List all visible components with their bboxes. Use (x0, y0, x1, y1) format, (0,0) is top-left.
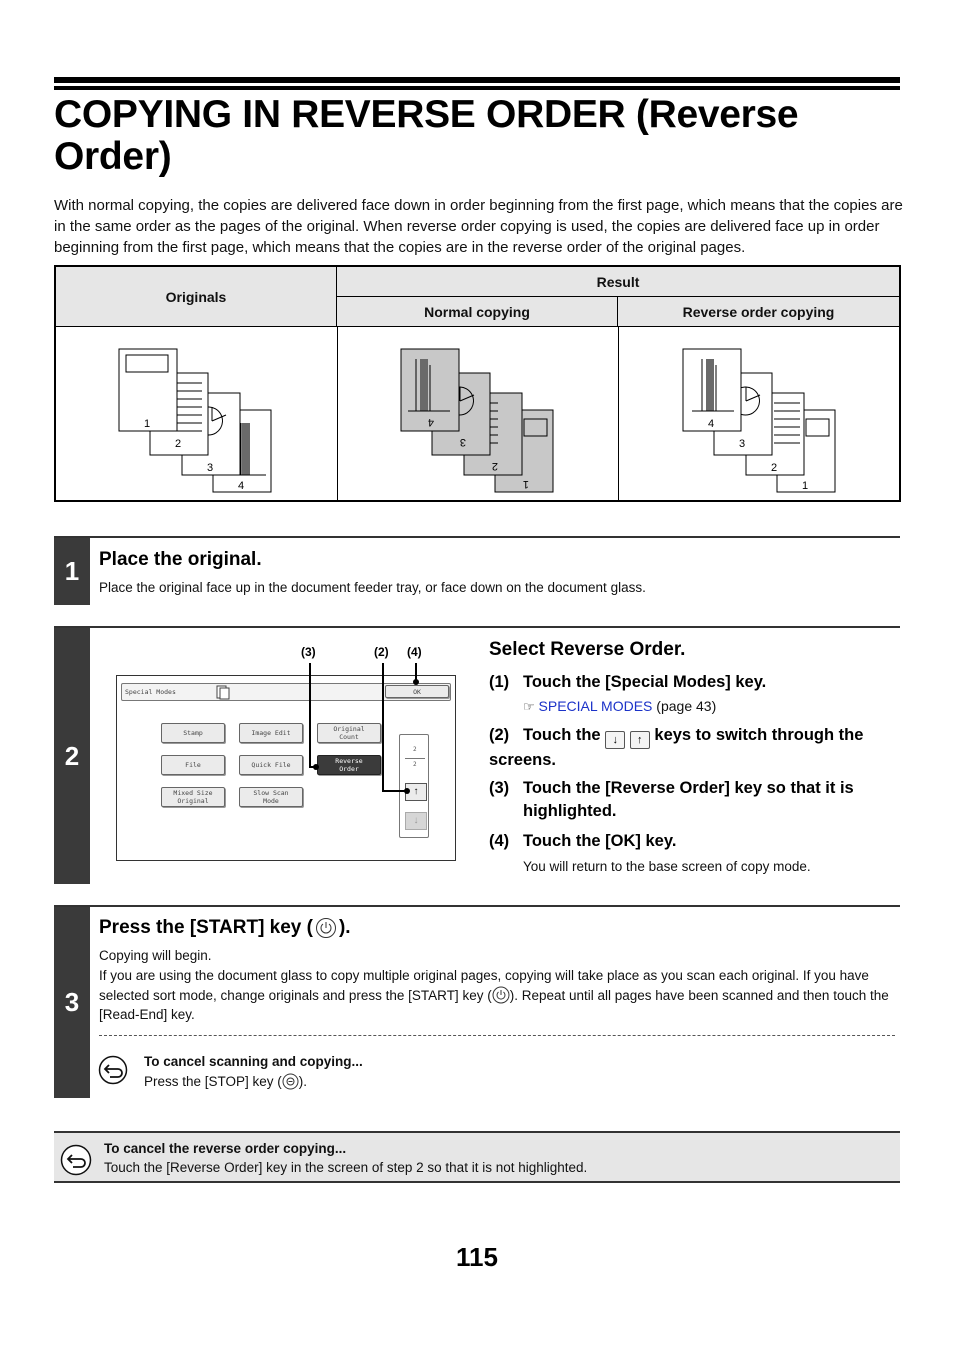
step-2-item-1 (489, 671, 899, 694)
page-title: COPYING IN REVERSE ORDER (Reverse Order) (54, 93, 799, 178)
start-key-icon (315, 917, 337, 939)
reference-hand-icon: ☞ (523, 699, 535, 714)
screen-title: Special Modes (125, 688, 176, 696)
original-count-key[interactable]: Original Count (317, 723, 381, 743)
cancel-text-pre: Press the [STOP] key ( (144, 1074, 282, 1089)
note-text: Touch the [Reverse Order] key in the screen of step 2 so that it is not highlighted. (104, 1160, 588, 1175)
file-key[interactable]: File (161, 755, 225, 775)
item-text-post: keys to switch through the screens. (489, 726, 864, 769)
step-2-item-4-note: You will return to the base screen of copy mode. (523, 859, 811, 874)
step-2-item-4 (489, 830, 899, 853)
page-total: 2 (413, 761, 417, 768)
page-label: 2 (771, 462, 778, 474)
step-1-text: Place the original face up in the document feeder tray, or face down on the document glass. (99, 580, 646, 595)
step-2-number: 2 (54, 628, 90, 884)
item-text: Touch the [OK] key. (523, 832, 677, 850)
column-divider (337, 327, 338, 500)
page-label: 4 (427, 416, 434, 428)
callout-4: (4) (407, 645, 422, 659)
callout-leaders (110, 655, 470, 805)
cancel-text-post: ). (298, 1074, 308, 1089)
comparison-table (54, 265, 901, 502)
page-label: 3 (207, 462, 214, 474)
paragraph-text-b: ). Repeat until all pages have been scanned and then touch the [Read-End] key. (99, 987, 889, 1022)
header-result: Result (337, 267, 899, 297)
page-label: 3 (459, 436, 466, 448)
title-rule-thin (54, 86, 900, 90)
reverse-order-key[interactable]: Reverse Order (317, 755, 381, 775)
reference-page: (page 43) (656, 698, 717, 714)
column-divider (618, 327, 619, 500)
step-2-rule (54, 626, 900, 628)
heading-text-pre: Press the [START] key ( (99, 917, 313, 938)
page-label: 2 (491, 460, 498, 472)
page-label: 4 (238, 480, 245, 492)
item-number: (2) (489, 726, 510, 744)
step-3-paragraph (99, 966, 894, 1025)
step-1-number: 1 (54, 538, 90, 605)
mixed-size-original-key[interactable]: Mixed Size Original (161, 787, 225, 807)
page-label: 3 (739, 438, 746, 450)
reverse-order-cancel-note (54, 1131, 900, 1183)
step-2-item-2 (489, 724, 899, 772)
step-2-item-3 (489, 777, 899, 823)
header-originals: Originals (56, 267, 337, 327)
item-text-pre: Touch the (523, 726, 601, 744)
ok-key[interactable]: OK (385, 685, 449, 698)
step-2-heading: Select Reverse Order. (489, 639, 686, 660)
special-modes-reference (523, 697, 716, 717)
header-normal-copying: Normal copying (337, 297, 618, 327)
slow-scan-mode-key[interactable]: Slow Scan Mode (239, 787, 303, 807)
page-up-key[interactable]: ↑ (405, 783, 427, 801)
dashed-divider (99, 1035, 895, 1036)
image-edit-key[interactable]: Image Edit (239, 723, 303, 743)
header-reverse-copying: Reverse order copying (618, 297, 899, 327)
note-title: To cancel the reverse order copying... (104, 1141, 347, 1156)
page-label: 2 (175, 438, 182, 450)
cancel-scanning-title: To cancel scanning and copying... (144, 1054, 363, 1069)
page-label: 1 (522, 478, 529, 490)
item-number: (3) (489, 779, 510, 797)
item-text: Touch the [Special Modes] key. (523, 673, 767, 691)
cancel-scanning-text (144, 1072, 307, 1092)
item-number: (4) (489, 832, 510, 850)
callout-2: (2) (374, 645, 389, 659)
item-text: Touch the [Reverse Order] key so that it is highlighted. (523, 779, 854, 820)
up-arrow-key-icon: ↑ (630, 731, 650, 749)
note-return-icon (60, 1144, 92, 1176)
step-3-line-1: Copying will begin. (99, 948, 212, 963)
step-1-heading: Place the original. (99, 549, 262, 570)
title-rule-thick (54, 77, 900, 83)
page-label: 1 (802, 480, 809, 492)
stop-key-icon (282, 1073, 299, 1090)
page-down-key[interactable]: ↓ (405, 812, 427, 830)
down-arrow-key-icon: ↓ (605, 731, 625, 749)
originals-illustration (116, 345, 276, 495)
reverse-copying-illustration (680, 345, 840, 495)
start-key-icon (492, 986, 510, 1004)
quick-file-key[interactable]: Quick File (239, 755, 303, 775)
step-3-heading (99, 917, 351, 939)
step-1-rule (54, 536, 900, 538)
page-label: 1 (144, 418, 151, 430)
note-return-icon (98, 1055, 128, 1085)
special-modes-link[interactable]: SPECIAL MODES (538, 698, 653, 714)
heading-text-post: ). (338, 917, 351, 938)
stamp-key[interactable]: Stamp (161, 723, 225, 743)
callout-3: (3) (301, 645, 316, 659)
page-label: 4 (708, 418, 715, 430)
step-3-rule (54, 905, 900, 907)
item-number: (1) (489, 673, 510, 691)
normal-copying-illustration (398, 345, 558, 495)
step-3-number: 3 (54, 907, 90, 1098)
intro-paragraph: With normal copying, the copies are delivered face down in order beginning from the first page, which means that the copies are in the same order as the pages of the original. When reverse order copying is used, the copies are delivered face up in order beginning from the first page, which means that the copies are in the reverse order of the original pages. (54, 197, 903, 256)
paragraph-text-a: If you are using the document glass to copy multiple original pages, copying will take place as you scan each original. If you have selected sort mode, change originals and press the [START] key ( (99, 968, 869, 1003)
page-number: 115 (456, 1242, 498, 1272)
page-current: 2 (413, 746, 417, 753)
